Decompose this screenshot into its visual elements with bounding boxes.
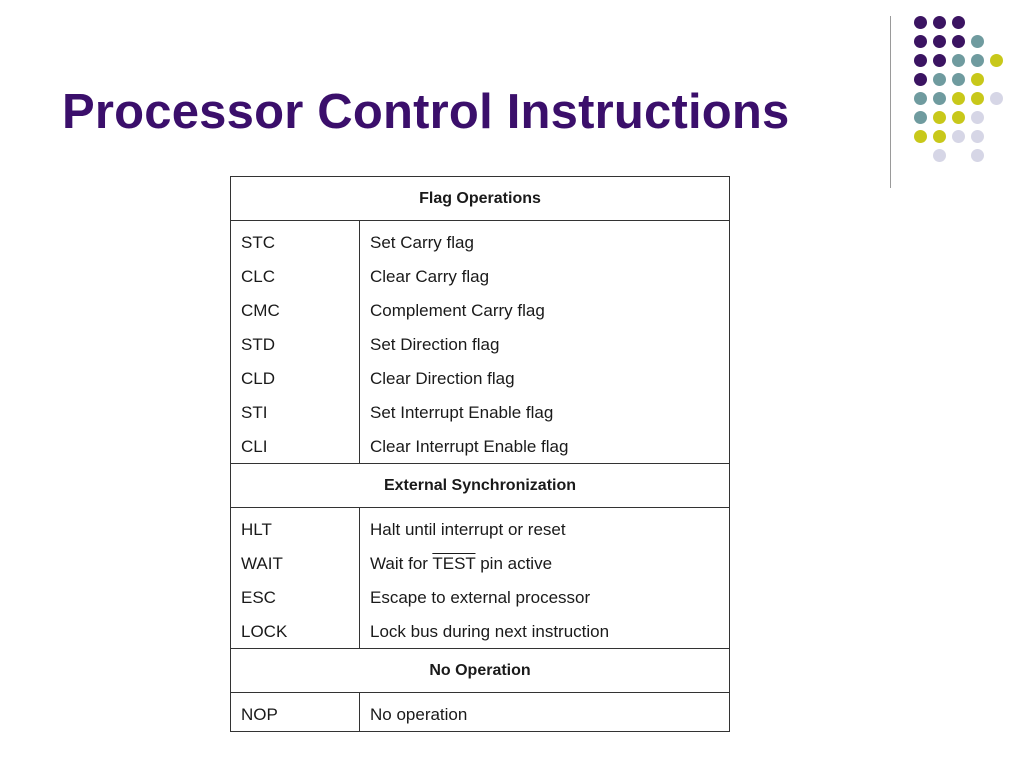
dot: [933, 130, 946, 143]
description-prefix: Wait for: [370, 553, 433, 573]
table-row: [231, 580, 730, 614]
dot: [914, 54, 927, 67]
mnemonic-cell: LOCK: [231, 614, 360, 649]
table-row: [231, 361, 730, 395]
description-cell: Clear Interrupt Enable flag: [370, 436, 569, 456]
dot: [952, 73, 965, 86]
table-row: [231, 221, 730, 260]
dot: [952, 35, 965, 48]
section-header-external-synchronization: [231, 464, 730, 508]
dot: [971, 92, 984, 105]
dot: [914, 35, 927, 48]
mnemonic-cell: STI: [231, 395, 360, 429]
dot: [933, 92, 946, 105]
mnemonic-cell: CMC: [231, 293, 360, 327]
dot: [971, 73, 984, 86]
description-cell: Complement Carry flag: [370, 300, 545, 320]
dot: [971, 54, 984, 67]
dot: [952, 111, 965, 124]
dot: [952, 16, 965, 29]
mnemonic-cell: STD: [231, 327, 360, 361]
table-row: [231, 546, 730, 580]
description-cell: [360, 546, 730, 580]
dot: [971, 111, 984, 124]
description-cell: Halt until interrupt or reset: [370, 519, 566, 539]
dot: [933, 35, 946, 48]
table-row: [231, 327, 730, 361]
description-cell: Clear Carry flag: [370, 266, 490, 286]
mnemonic-cell: STC: [231, 221, 360, 260]
mnemonic-cell: CLC: [231, 259, 360, 293]
table-row: [231, 293, 730, 327]
description-cell: Set Interrupt Enable flag: [370, 402, 554, 422]
description-cell: Set Carry flag: [370, 232, 474, 252]
mnemonic-cell: NOP: [231, 693, 360, 732]
dot: [971, 149, 984, 162]
slide-title: Processor Control Instructions: [62, 85, 790, 139]
dot: [914, 92, 927, 105]
mnemonic-cell: CLD: [231, 361, 360, 395]
description-cell: No operation: [370, 704, 468, 724]
instruction-table-container: [230, 176, 730, 732]
mnemonic-cell: CLI: [231, 429, 360, 464]
table-row: [231, 259, 730, 293]
dot: [933, 73, 946, 86]
dot: [933, 111, 946, 124]
dot: [971, 130, 984, 143]
dot: [914, 16, 927, 29]
mnemonic-cell: WAIT: [231, 546, 360, 580]
mnemonic-cell: ESC: [231, 580, 360, 614]
table-row: [231, 614, 730, 649]
dot: [952, 92, 965, 105]
description-cell: Clear Direction flag: [370, 368, 515, 388]
description-cell: Escape to external processor: [370, 587, 591, 607]
section-heading: Flag Operations: [231, 177, 730, 221]
dot: [914, 130, 927, 143]
description-cell: Set Direction flag: [370, 334, 500, 354]
dot: [933, 149, 946, 162]
test-pin-overline-text: TEST: [432, 553, 476, 573]
table-row: [231, 693, 730, 732]
title-divider: [890, 16, 891, 188]
dot: [952, 130, 965, 143]
description-suffix: pin active: [475, 553, 553, 573]
dot: [971, 35, 984, 48]
dot: [952, 54, 965, 67]
instruction-table: [230, 176, 730, 732]
table-row: [231, 508, 730, 547]
section-heading: External Synchronization: [231, 464, 730, 508]
dot: [990, 54, 1003, 67]
dot: [990, 92, 1003, 105]
dot: [914, 111, 927, 124]
dot: [933, 16, 946, 29]
dot: [933, 54, 946, 67]
section-header-no-operation: [231, 649, 730, 693]
section-heading: No Operation: [231, 649, 730, 693]
mnemonic-cell: HLT: [231, 508, 360, 547]
table-row: [231, 429, 730, 464]
dot: [914, 73, 927, 86]
table-row: [231, 395, 730, 429]
section-header-flag-operations: [231, 177, 730, 221]
description-cell: Lock bus during next instruction: [370, 621, 610, 641]
